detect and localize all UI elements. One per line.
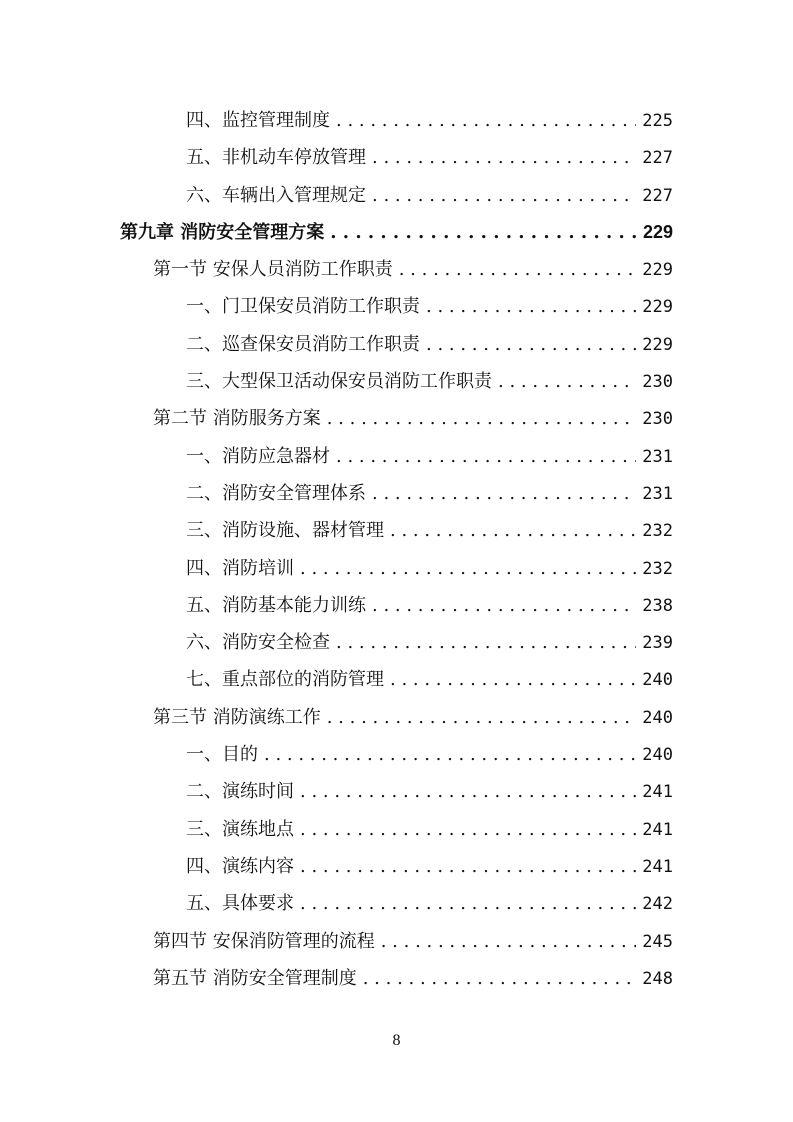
toc-entry-page: 229 xyxy=(642,334,673,355)
toc-dot-leader xyxy=(390,661,636,698)
toc-entry-title: 七、重点部位的消防管理 xyxy=(186,669,384,691)
toc-subsection-entry[interactable] xyxy=(120,177,673,214)
toc-entry-page: 231 xyxy=(642,483,673,504)
toc-entry-title: 四、监控管理制度 xyxy=(186,110,330,131)
toc-subsection-entry[interactable] xyxy=(120,661,673,698)
toc-entry-title: 三、大型保卫活动保安员消防工作职责 xyxy=(186,371,492,393)
toc-entry-page: 225 xyxy=(642,111,673,131)
toc-dot-leader xyxy=(336,102,636,139)
toc-entry-page: 231 xyxy=(642,446,673,467)
toc-subsection-entry[interactable] xyxy=(120,102,673,139)
toc-section-entry[interactable] xyxy=(120,923,673,960)
toc-section-entry[interactable] xyxy=(120,251,673,288)
toc-subsection-entry[interactable] xyxy=(120,885,673,922)
toc-entry-title: 一、消防应急器材 xyxy=(186,445,330,467)
toc-subsection-entry[interactable] xyxy=(120,475,673,512)
toc-dot-leader xyxy=(300,773,636,810)
toc-section-entry[interactable] xyxy=(120,960,673,997)
toc-entry-title: 二、消防安全管理体系 xyxy=(186,482,366,504)
toc-dot-leader xyxy=(372,139,636,176)
toc-dot-leader xyxy=(498,363,636,400)
toc-entry-title: 第二节 消防服务方案 xyxy=(153,408,321,430)
toc-entry-page: 238 xyxy=(642,595,673,616)
toc-entry-page: 241 xyxy=(642,819,673,840)
toc-entry-title: 三、演练地点 xyxy=(186,818,294,840)
toc-entry-page: 240 xyxy=(642,745,673,766)
toc-subsection-entry[interactable] xyxy=(120,811,673,848)
toc-entry-page: 240 xyxy=(642,670,673,691)
toc-entry-title: 第一节 安保人员消防工作职责 xyxy=(153,259,393,281)
toc-dot-leader xyxy=(363,960,637,997)
toc-entry-page: 230 xyxy=(642,409,673,430)
toc-entry-title: 六、车辆出入管理规定 xyxy=(186,184,366,206)
toc-subsection-entry[interactable] xyxy=(120,550,673,587)
toc-entry-page: 229 xyxy=(642,297,673,318)
toc-dot-leader xyxy=(426,326,636,363)
toc-dot-leader xyxy=(372,177,636,214)
toc-dot-leader xyxy=(264,736,636,773)
page-number: 8 xyxy=(392,1032,401,1049)
toc-entry-page: 232 xyxy=(642,558,673,579)
toc-subsection-entry[interactable] xyxy=(120,624,673,661)
toc-dot-leader xyxy=(381,923,637,960)
toc-entry-page: 229 xyxy=(642,260,673,281)
toc-entry-page: 232 xyxy=(642,521,673,542)
toc-entry-title: 五、非机动车停放管理 xyxy=(186,147,366,169)
toc-entry-title: 三、消防设施、器材管理 xyxy=(186,520,384,542)
toc-subsection-entry[interactable] xyxy=(120,438,673,475)
toc-entry-title: 第五节 消防安全管理制度 xyxy=(153,967,357,989)
toc-subsection-entry[interactable] xyxy=(120,736,673,773)
toc-dot-leader xyxy=(300,848,636,885)
toc-dot-leader xyxy=(372,475,636,512)
toc-dot-leader xyxy=(330,214,637,251)
toc-entry-page: 229 xyxy=(642,221,673,242)
toc-subsection-entry[interactable] xyxy=(120,288,673,325)
toc-dot-leader xyxy=(336,438,636,475)
toc-dot-leader xyxy=(390,512,636,549)
toc-subsection-entry[interactable] xyxy=(120,587,673,624)
toc-entry-page: 241 xyxy=(642,856,673,877)
toc-entry-title: 一、门卫保安员消防工作职责 xyxy=(186,296,420,318)
toc-dot-leader xyxy=(327,400,637,437)
table-of-contents xyxy=(120,102,673,997)
toc-dot-leader xyxy=(300,811,636,848)
toc-dot-leader xyxy=(372,587,636,624)
toc-entry-title: 四、消防培训 xyxy=(186,557,294,579)
toc-entry-page: 245 xyxy=(642,931,673,952)
toc-subsection-entry[interactable] xyxy=(120,363,673,400)
toc-dot-leader xyxy=(300,550,636,587)
toc-dot-leader xyxy=(336,624,636,661)
toc-entry-title: 第九章 消防安全管理方案 xyxy=(120,221,325,243)
toc-entry-title: 六、消防安全检查 xyxy=(186,632,330,654)
toc-dot-leader xyxy=(300,885,636,922)
toc-dot-leader xyxy=(327,699,637,736)
toc-dot-leader xyxy=(426,288,636,325)
toc-entry-page: 230 xyxy=(642,372,673,393)
toc-entry-title: 四、演练内容 xyxy=(186,855,294,877)
toc-entry-title: 五、具体要求 xyxy=(186,893,294,915)
toc-entry-page: 227 xyxy=(642,185,673,206)
toc-entry-page: 248 xyxy=(642,968,673,989)
toc-subsection-entry[interactable] xyxy=(120,326,673,363)
toc-entry-page: 240 xyxy=(642,707,673,728)
toc-entry-title: 二、巡查保安员消防工作职责 xyxy=(186,333,420,355)
toc-subsection-entry[interactable] xyxy=(120,848,673,885)
toc-dot-leader xyxy=(399,251,637,288)
toc-entry-page: 241 xyxy=(642,782,673,803)
toc-subsection-entry[interactable] xyxy=(120,512,673,549)
toc-entry-page: 239 xyxy=(642,633,673,654)
toc-entry-title: 第四节 安保消防管理的流程 xyxy=(153,930,375,952)
toc-chapter-entry[interactable] xyxy=(120,214,673,251)
toc-subsection-entry[interactable] xyxy=(120,773,673,810)
toc-subsection-entry[interactable] xyxy=(120,139,673,176)
toc-entry-title: 一、目的 xyxy=(186,744,258,766)
toc-entry-page: 227 xyxy=(642,148,673,169)
toc-section-entry[interactable] xyxy=(120,400,673,437)
toc-entry-page: 242 xyxy=(642,894,673,915)
toc-section-entry[interactable] xyxy=(120,699,673,736)
toc-entry-title: 五、消防基本能力训练 xyxy=(186,594,366,616)
toc-entry-title: 第三节 消防演练工作 xyxy=(153,706,321,728)
toc-entry-title: 二、演练时间 xyxy=(186,781,294,803)
